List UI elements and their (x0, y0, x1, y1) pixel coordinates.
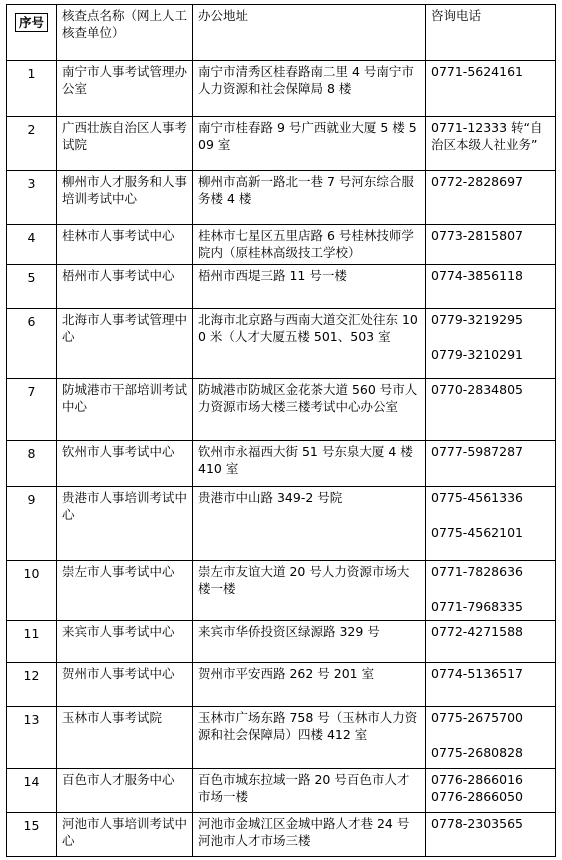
site-address: 梧州市西堤三路 11 号一楼 (193, 265, 426, 309)
phone-number: 0770-2834805 (431, 382, 523, 397)
site-phone-cell (426, 379, 556, 441)
table-row (7, 441, 556, 487)
table-row (7, 707, 556, 769)
site-name: 北海市人事考试管理中心 (57, 309, 193, 379)
row-index: 9 (7, 487, 57, 561)
site-address: 玉林市广场东路 758 号（玉林市人力资源和社会保障局）四楼 412 室 (193, 707, 426, 769)
site-phone-cell (426, 487, 556, 561)
header-index (7, 5, 57, 61)
row-index: 1 (7, 61, 57, 117)
phone-number: 0776-2866016 (431, 772, 523, 787)
phone-number: 0771-12333 转“自治区本级人社业务” (431, 120, 543, 152)
row-index: 12 (7, 663, 57, 707)
header-phone: 咨询电话 (426, 5, 556, 61)
site-address: 崇左市友谊大道 20 号人力资源市场大楼一楼 (193, 561, 426, 621)
site-address: 北海市北京路与西南大道交汇处往东 100 米（人才大厦五楼 501、503 室 (193, 309, 426, 379)
site-name: 来宾市人事考试中心 (57, 621, 193, 663)
site-phone-cell (426, 707, 556, 769)
verification-sites-table (6, 4, 556, 857)
row-index: 8 (7, 441, 57, 487)
site-name: 柳州市人才服务和人事培训考试中心 (57, 171, 193, 225)
table-row (7, 561, 556, 621)
site-address: 南宁市清秀区桂春路南二里 4 号南宁市人力资源和社会保障局 8 楼 (193, 61, 426, 117)
site-name: 南宁市人事考试管理办公室 (57, 61, 193, 117)
table-row (7, 117, 556, 171)
phone-number: 0779-3210291 (431, 347, 523, 362)
phone-number: 0779-3219295 (431, 312, 523, 327)
table-row (7, 225, 556, 265)
site-name: 梧州市人事考试中心 (57, 265, 193, 309)
site-phone-cell (426, 225, 556, 265)
site-name: 河池市人事培训考试中心 (57, 813, 193, 857)
site-address: 柳州市高新一路北一巷 7 号河东综合服务楼 4 楼 (193, 171, 426, 225)
phone-number: 0771-5624161 (431, 64, 523, 79)
phone-number: 0775-2680828 (431, 745, 523, 760)
table-row (7, 265, 556, 309)
site-address: 贺州市平安西路 262 号 201 室 (193, 663, 426, 707)
site-name: 广西壮族自治区人事考试院 (57, 117, 193, 171)
row-index: 15 (7, 813, 57, 857)
site-name: 贺州市人事考试中心 (57, 663, 193, 707)
row-index: 10 (7, 561, 57, 621)
site-phone-cell (426, 171, 556, 225)
site-address: 桂林市七星区五里店路 6 号桂林技师学院内（原桂林高级技工学校） (193, 225, 426, 265)
site-phone-cell (426, 441, 556, 487)
table-row (7, 61, 556, 117)
table-row (7, 621, 556, 663)
header-address: 办公地址 (193, 5, 426, 61)
site-phone-cell (426, 309, 556, 379)
row-index: 6 (7, 309, 57, 379)
phone-number: 0776-2866050 (431, 789, 523, 804)
site-phone-cell (426, 813, 556, 857)
site-name: 崇左市人事考试中心 (57, 561, 193, 621)
header-index-label: 序号 (15, 13, 48, 32)
site-phone-cell (426, 61, 556, 117)
phone-number: 0774-5136517 (431, 666, 523, 681)
table-row (7, 309, 556, 379)
site-address: 钦州市永福西大街 51 号东泉大厦 4 楼 410 室 (193, 441, 426, 487)
table-row (7, 379, 556, 441)
site-phone-cell (426, 117, 556, 171)
site-address: 贵港市中山路 349-2 号院 (193, 487, 426, 561)
site-name: 防城港市干部培训考试中心 (57, 379, 193, 441)
phone-number: 0775-4562101 (431, 525, 523, 540)
site-address: 防城港市防城区金花茶大道 560 号市人力资源市场大楼三楼考试中心办公室 (193, 379, 426, 441)
table-row (7, 769, 556, 813)
table-row (7, 171, 556, 225)
row-index: 7 (7, 379, 57, 441)
site-phone-cell (426, 621, 556, 663)
phone-number: 0771-7828636 (431, 564, 523, 579)
site-phone-cell (426, 663, 556, 707)
phone-number: 0775-4561336 (431, 490, 523, 505)
phone-number: 0777-5987287 (431, 444, 523, 459)
row-index: 14 (7, 769, 57, 813)
header-name: 核查点名称（网上人工核查单位） (57, 5, 193, 61)
site-name: 百色市人才服务中心 (57, 769, 193, 813)
row-index: 5 (7, 265, 57, 309)
site-name: 玉林市人事考试院 (57, 707, 193, 769)
phone-number: 0772-4271588 (431, 624, 523, 639)
phone-number: 0774-3856118 (431, 268, 523, 283)
row-index: 4 (7, 225, 57, 265)
phone-number: 0775-2675700 (431, 710, 523, 725)
site-address: 百色市城东拉域一路 20 号百色市人才市场一楼 (193, 769, 426, 813)
row-index: 3 (7, 171, 57, 225)
site-name: 桂林市人事考试中心 (57, 225, 193, 265)
table-row (7, 487, 556, 561)
site-name: 钦州市人事考试中心 (57, 441, 193, 487)
row-index: 13 (7, 707, 57, 769)
header-row (7, 5, 556, 61)
site-address: 河池市金城江区金城中路人才巷 24 号河池市人才市场三楼 (193, 813, 426, 857)
phone-number: 0773-2815807 (431, 228, 523, 243)
table-row (7, 663, 556, 707)
site-phone-cell (426, 769, 556, 813)
row-index: 2 (7, 117, 57, 171)
row-index: 11 (7, 621, 57, 663)
table-body (7, 61, 556, 857)
site-address: 南宁市桂春路 9 号广西就业大厦 5 楼 509 室 (193, 117, 426, 171)
table-row (7, 813, 556, 857)
site-address: 来宾市华侨投资区绿源路 329 号 (193, 621, 426, 663)
site-phone-cell (426, 265, 556, 309)
phone-number: 0778-2303565 (431, 816, 523, 831)
phone-number: 0771-7968335 (431, 599, 523, 614)
site-name: 贵港市人事培训考试中心 (57, 487, 193, 561)
site-phone-cell (426, 561, 556, 621)
phone-number: 0772-2828697 (431, 174, 523, 189)
